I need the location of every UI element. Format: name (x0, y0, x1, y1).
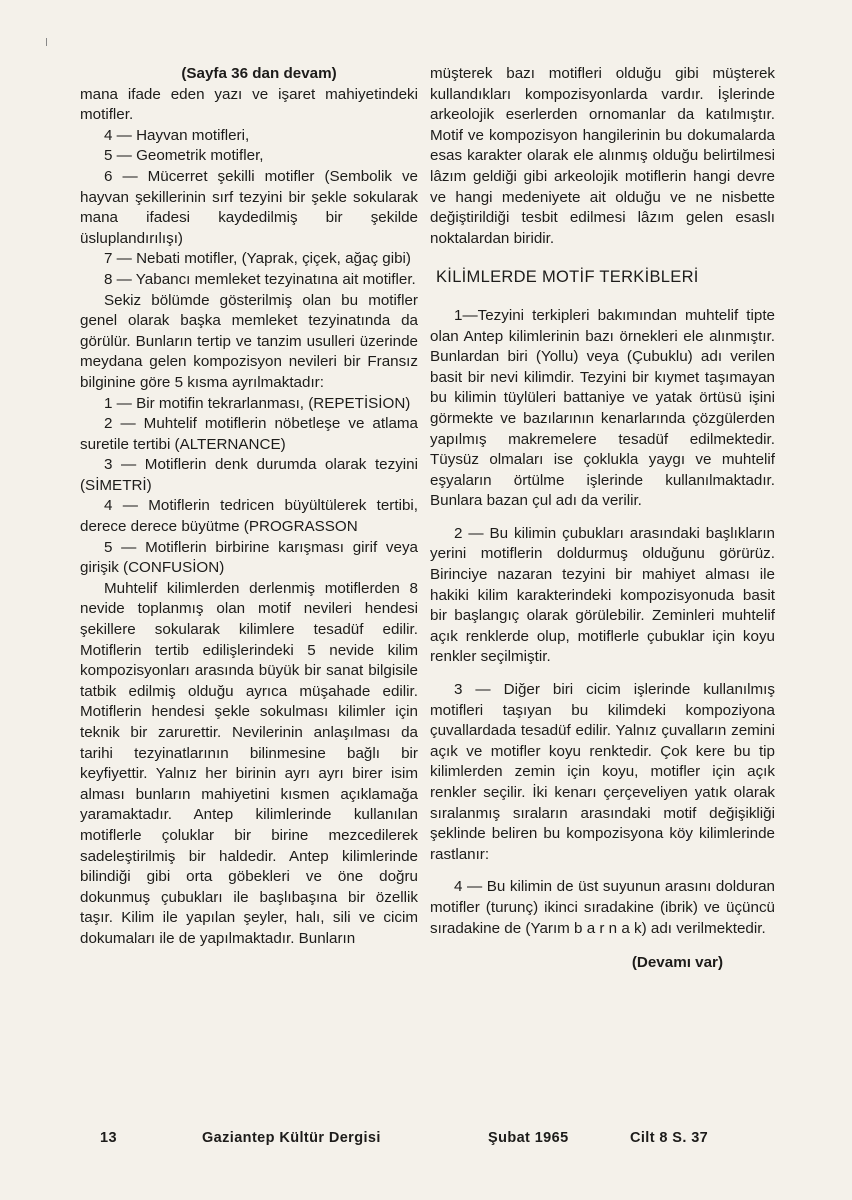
paragraph: 2 — Bu kilimin çubukları arasındaki başlıkların yerini motiflerin doldurmuş olduğunu görürüz. Birinciye nazaran tezyini bir mahiyet alması ile hakiki kilim karakterindeki kompozisyonuda basit bir başlangıç olarak görülebilir. Zeminleri muhtelif açık renklerde olup, motiflerle çubuklar için koyu renkler seçilmiştir. (430, 524, 775, 666)
list-item: 2 — Muhtelif motiflerin nöbetleşe ve atlama suretile tertibi (ALTERNANCE) (80, 415, 418, 453)
paragraph: Sekiz bölümde gösterilmiş olan bu motifler genel olarak başka memleket tezyinatında da görülür. Bunların tertip ve tanzim usulleri üzerinde meydana gelen kompozisyon nevileri bir Fransız bilginine göre 5 kısma ayrılmaktadır: (80, 291, 418, 391)
left-column (80, 64, 418, 950)
paragraph: müşterek bazı motifleri olduğu gibi müşterek kullandıkları kompozisyonlarda vardır. İşlerinde arkeolojik eserlerden ornomanlar da katılmıştır. Motif ve kompozisyon hangilerinin bu dokumalarda esas karakter olarak ele alınmış olduğu belirtilmesi lâzım geldiği gibi arkeolojik motiflerin hangi devre ve hangi medeniyete ait olduğu ve ne nisbette değiştirildiği tesbit edilmesi lâzım gelen esaslı noktalardan biridir. (430, 65, 775, 247)
paragraph: 4 — Bu kilimin de üst suyunun arasını dolduran motifler (turunç) ikinci sıradakine (ibrik) ve üçüncü sıradakine de (Yarım b a r n a k) adı verilmektedir. (430, 878, 775, 937)
continued-note: (Devamı var) (631, 954, 723, 972)
list-item: 5 — Geometrik motifler, (104, 147, 264, 165)
continued-from-note: (Sayfa 36 dan devam) (181, 65, 337, 82)
list-item: 6 — Mücerret şekilli motifler (Sembolik ve hayvan şekillerinin sırf tezyini bir şekle sokularak mana ifadesi kaydedilmiş bir şekilde üsluplandırılışı) (80, 167, 418, 247)
list-item: 5 — Motiflerin birbirine karışması girif veya girişik (CONFUSİON) (80, 538, 418, 577)
paragraph: 3 — Diğer biri cicim işlerinde kullanılmış motifleri taşıyan bu kilimdeki kompoziyona çuvallardada tesadüf edilir. Yalnız çuvalların zemini açık ve motifler koyu renktedir. Çok kere bu tip kilimlerden zemin için koyu, motifler için açık renkler seçilir. İki kenarı çerçeveliyen yatık olarak sıralanmış sıraların arasındaki motif değişikliği şeklinde beliren bu kompozisyona köy kilimlerinde rastlanır: (430, 681, 775, 863)
list-item: 3 — Motiflerin denk durumda olarak tezyini (SİMETRİ) (80, 456, 418, 494)
paragraph: Muhtelif kilimlerden derlenmiş motiflerden 8 nevide toplanmış olan motif nevileri hendesi şekillere sokularak kilimlere tesadüf edilir. Motiflerin tertib edilişlerindeki 5 nevide kilim kompozisyonları arasında büyük bir sanat bilgisile tatbik edilmiş olduğu ayrıca müşahade edilir. Motiflerin hendesi şekle sokulması kilimler için teknik bir zarurettir. Nevilerinin anlaşılması da tarihi tezyinatlarının bilinmesine bağlı bir keyfiyettir. Yalnız her birinin ayrı ayrı birer isim alması bunların mahiyetini kısmen açıklamağa yaramaktadır. Antep kilimlerinde kullanılan motiflerle çoluklar bir birine mezcedilerek sadeleştirilmiş bir haldedir. Antep kilimlerinde bilindiği gibi orta göbekleri ve öne doğru dokunmuş çubukları ile başlıbaşına bir özellik taşır. Kilim ile yapılan şeyler, halı, sili ve cicim dokumaları ile de yapılmaktadır. Bunların (80, 579, 418, 947)
section-heading: KİLİMLERDE MOTİF TERKİBLERİ (436, 268, 699, 287)
paragraph: 1—Tezyini terkipleri bakımından muhtelif tipte olan Antep kilimlerinin bazı örnekleri ele alınmıştır. Bunlardan biri (Yollu) veya (Çubuklu) adı verilen basit bir nevi kilimdir. Tezyini bir kıymet taşımayan bu kilimin tüylüleri battaniye ve yatak örtüsü işini görmekte ve bazılarının kenarlarında çözgülerden yapılmış makremelere tesadüf edilmektedir. Tüysüz olmaları ise çoklukla yaygı ve muhtelif eşyaların örtülme işlerinde kullanılmaktadır. Bunlara bazan çul adı da verilir. (430, 306, 775, 510)
page-number: 13 (100, 1130, 117, 1146)
list-item: 4 — Motiflerin tedricen büyültülerek tertibi, derece derece büyütme (PROGRASSON (80, 497, 418, 536)
volume-issue: Cilt 8 S. 37 (630, 1130, 709, 1146)
issue-date: Şubat 1965 (488, 1130, 569, 1146)
paragraph: mana ifade eden yazı ve işaret mahiyetindeki motifler. (80, 85, 418, 124)
list-item: 1 — Bir motifin tekrarlanması, (REPETİSİON) (104, 394, 411, 412)
journal-title: Gaziantep Kültür Dergisi (202, 1130, 381, 1146)
scan-mark (46, 38, 47, 46)
list-item: 8 — Yabancı memleket tezyinatına ait motifler. (104, 270, 416, 288)
list-item: 7 — Nebati motifler, (Yaprak, çiçek, ağaç gibi) (104, 250, 411, 268)
right-column (430, 64, 775, 974)
list-item: 4 — Hayvan motifleri, (104, 126, 250, 144)
